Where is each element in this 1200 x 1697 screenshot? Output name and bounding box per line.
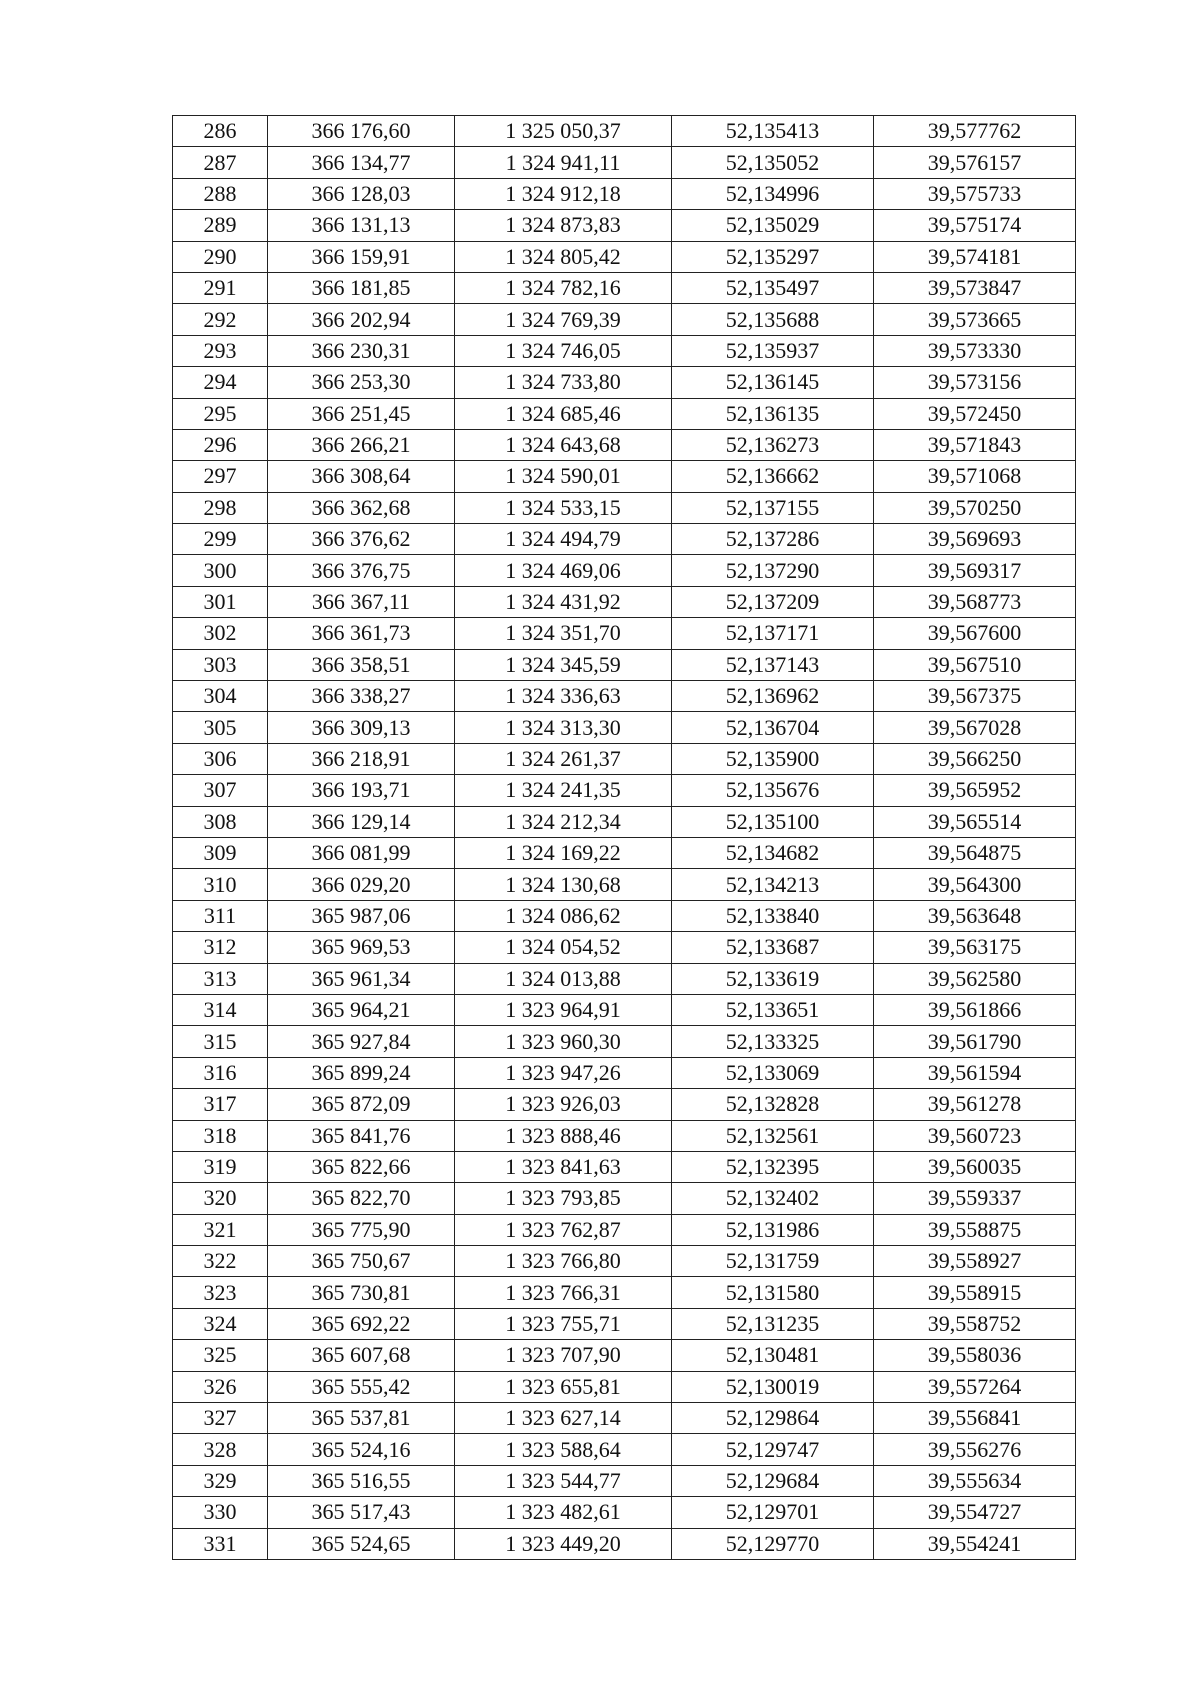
table-row [173,210,1076,241]
latitude-cell: 52,130481 [672,1340,874,1371]
longitude-cell: 39,564875 [874,837,1076,868]
y-coordinate-cell: 1 324 941,11 [455,147,672,178]
latitude-cell: 52,133651 [672,994,874,1025]
table-row [173,1277,1076,1308]
table-row [173,1528,1076,1559]
point-number-cell: 320 [173,1183,268,1214]
y-coordinate-cell: 1 324 013,88 [455,963,672,994]
longitude-cell: 39,561594 [874,1057,1076,1088]
x-coordinate-cell: 366 251,45 [268,398,455,429]
table-row [173,1026,1076,1057]
longitude-cell: 39,556841 [874,1403,1076,1434]
latitude-cell: 52,135676 [672,775,874,806]
x-coordinate-cell: 366 376,75 [268,555,455,586]
table-row [173,649,1076,680]
table-row [173,806,1076,837]
latitude-cell: 52,135497 [672,272,874,303]
table-row [173,1183,1076,1214]
x-coordinate-cell: 366 081,99 [268,837,455,868]
longitude-cell: 39,573847 [874,272,1076,303]
point-number-cell: 303 [173,649,268,680]
table-row [173,712,1076,743]
longitude-cell: 39,563648 [874,900,1076,931]
latitude-cell: 52,129864 [672,1403,874,1434]
point-number-cell: 292 [173,304,268,335]
y-coordinate-cell: 1 323 960,30 [455,1026,672,1057]
longitude-cell: 39,555634 [874,1465,1076,1496]
y-coordinate-cell: 1 323 707,90 [455,1340,672,1371]
table-row [173,147,1076,178]
point-number-cell: 312 [173,932,268,963]
y-coordinate-cell: 1 324 805,42 [455,241,672,272]
x-coordinate-cell: 365 987,06 [268,900,455,931]
y-coordinate-cell: 1 323 655,81 [455,1371,672,1402]
longitude-cell: 39,559337 [874,1183,1076,1214]
latitude-cell: 52,133840 [672,900,874,931]
longitude-cell: 39,560035 [874,1151,1076,1182]
point-number-cell: 291 [173,272,268,303]
point-number-cell: 323 [173,1277,268,1308]
table-row [173,335,1076,366]
point-number-cell: 313 [173,963,268,994]
longitude-cell: 39,556276 [874,1434,1076,1465]
x-coordinate-cell: 365 775,90 [268,1214,455,1245]
latitude-cell: 52,137143 [672,649,874,680]
y-coordinate-cell: 1 323 544,77 [455,1465,672,1496]
point-number-cell: 330 [173,1497,268,1528]
point-number-cell: 307 [173,775,268,806]
latitude-cell: 52,133619 [672,963,874,994]
longitude-cell: 39,576157 [874,147,1076,178]
point-number-cell: 289 [173,210,268,241]
point-number-cell: 315 [173,1026,268,1057]
table-row [173,932,1076,963]
table-row [173,743,1076,774]
point-number-cell: 304 [173,681,268,712]
longitude-cell: 39,567028 [874,712,1076,743]
latitude-cell: 52,129747 [672,1434,874,1465]
longitude-cell: 39,569317 [874,555,1076,586]
table-row [173,1120,1076,1151]
latitude-cell: 52,136962 [672,681,874,712]
table-row [173,681,1076,712]
longitude-cell: 39,554727 [874,1497,1076,1528]
x-coordinate-cell: 366 181,85 [268,272,455,303]
longitude-cell: 39,574181 [874,241,1076,272]
longitude-cell: 39,558915 [874,1277,1076,1308]
longitude-cell: 39,558036 [874,1340,1076,1371]
latitude-cell: 52,133325 [672,1026,874,1057]
table-row [173,1089,1076,1120]
latitude-cell: 52,135413 [672,116,874,147]
y-coordinate-cell: 1 323 755,71 [455,1308,672,1339]
longitude-cell: 39,571068 [874,461,1076,492]
latitude-cell: 52,135900 [672,743,874,774]
table-row [173,367,1076,398]
x-coordinate-cell: 366 128,03 [268,178,455,209]
point-number-cell: 325 [173,1340,268,1371]
point-number-cell: 319 [173,1151,268,1182]
longitude-cell: 39,561866 [874,994,1076,1025]
table-row [173,241,1076,272]
x-coordinate-cell: 366 309,13 [268,712,455,743]
latitude-cell: 52,134996 [672,178,874,209]
x-coordinate-cell: 365 961,34 [268,963,455,994]
point-number-cell: 311 [173,900,268,931]
x-coordinate-cell: 366 358,51 [268,649,455,680]
table-row [173,1403,1076,1434]
y-coordinate-cell: 1 323 762,87 [455,1214,672,1245]
point-number-cell: 287 [173,147,268,178]
x-coordinate-cell: 366 176,60 [268,116,455,147]
y-coordinate-cell: 1 324 469,06 [455,555,672,586]
x-coordinate-cell: 366 376,62 [268,524,455,555]
longitude-cell: 39,564300 [874,869,1076,900]
x-coordinate-cell: 366 362,68 [268,492,455,523]
y-coordinate-cell: 1 324 746,05 [455,335,672,366]
x-coordinate-cell: 366 134,77 [268,147,455,178]
y-coordinate-cell: 1 324 313,30 [455,712,672,743]
longitude-cell: 39,567375 [874,681,1076,712]
x-coordinate-cell: 365 899,24 [268,1057,455,1088]
table-row [173,555,1076,586]
latitude-cell: 52,134213 [672,869,874,900]
latitude-cell: 52,133069 [672,1057,874,1088]
point-number-cell: 301 [173,586,268,617]
latitude-cell: 52,130019 [672,1371,874,1402]
point-number-cell: 318 [173,1120,268,1151]
x-coordinate-cell: 366 308,64 [268,461,455,492]
y-coordinate-cell: 1 324 431,92 [455,586,672,617]
longitude-cell: 39,569693 [874,524,1076,555]
x-coordinate-cell: 365 750,67 [268,1246,455,1277]
point-number-cell: 298 [173,492,268,523]
latitude-cell: 52,135688 [672,304,874,335]
x-coordinate-cell: 366 159,91 [268,241,455,272]
latitude-cell: 52,129770 [672,1528,874,1559]
y-coordinate-cell: 1 323 793,85 [455,1183,672,1214]
longitude-cell: 39,566250 [874,743,1076,774]
latitude-cell: 52,131580 [672,1277,874,1308]
longitude-cell: 39,575733 [874,178,1076,209]
latitude-cell: 52,137209 [672,586,874,617]
latitude-cell: 52,136273 [672,429,874,460]
x-coordinate-cell: 365 537,81 [268,1403,455,1434]
longitude-cell: 39,561790 [874,1026,1076,1057]
latitude-cell: 52,136662 [672,461,874,492]
longitude-cell: 39,567510 [874,649,1076,680]
point-number-cell: 306 [173,743,268,774]
table-row [173,994,1076,1025]
y-coordinate-cell: 1 324 336,63 [455,681,672,712]
longitude-cell: 39,562580 [874,963,1076,994]
point-number-cell: 317 [173,1089,268,1120]
latitude-cell: 52,135029 [672,210,874,241]
y-coordinate-cell: 1 324 241,35 [455,775,672,806]
point-number-cell: 302 [173,618,268,649]
table-row [173,1057,1076,1088]
x-coordinate-cell: 366 361,73 [268,618,455,649]
latitude-cell: 52,137155 [672,492,874,523]
x-coordinate-cell: 365 692,22 [268,1308,455,1339]
longitude-cell: 39,573665 [874,304,1076,335]
latitude-cell: 52,131986 [672,1214,874,1245]
table-row [173,272,1076,303]
point-number-cell: 327 [173,1403,268,1434]
y-coordinate-cell: 1 324 685,46 [455,398,672,429]
point-number-cell: 310 [173,869,268,900]
x-coordinate-cell: 365 555,42 [268,1371,455,1402]
table-row [173,900,1076,931]
y-coordinate-cell: 1 323 766,80 [455,1246,672,1277]
point-number-cell: 316 [173,1057,268,1088]
latitude-cell: 52,136145 [672,367,874,398]
x-coordinate-cell: 365 841,76 [268,1120,455,1151]
x-coordinate-cell: 365 517,43 [268,1497,455,1528]
latitude-cell: 52,129684 [672,1465,874,1496]
x-coordinate-cell: 365 964,21 [268,994,455,1025]
table-row [173,116,1076,147]
longitude-cell: 39,560723 [874,1120,1076,1151]
y-coordinate-cell: 1 324 590,01 [455,461,672,492]
y-coordinate-cell: 1 323 841,63 [455,1151,672,1182]
longitude-cell: 39,557264 [874,1371,1076,1402]
y-coordinate-cell: 1 324 643,68 [455,429,672,460]
point-number-cell: 299 [173,524,268,555]
y-coordinate-cell: 1 323 482,61 [455,1497,672,1528]
y-coordinate-cell: 1 324 733,80 [455,367,672,398]
latitude-cell: 52,132828 [672,1089,874,1120]
table-row [173,775,1076,806]
table-row [173,1151,1076,1182]
x-coordinate-cell: 365 969,53 [268,932,455,963]
longitude-cell: 39,577762 [874,116,1076,147]
x-coordinate-cell: 365 872,09 [268,1089,455,1120]
table-row [173,618,1076,649]
y-coordinate-cell: 1 324 912,18 [455,178,672,209]
y-coordinate-cell: 1 324 494,79 [455,524,672,555]
x-coordinate-cell: 365 927,84 [268,1026,455,1057]
longitude-cell: 39,554241 [874,1528,1076,1559]
longitude-cell: 39,571843 [874,429,1076,460]
x-coordinate-cell: 365 822,70 [268,1183,455,1214]
table-row [173,586,1076,617]
coordinates-table [172,115,1076,1560]
table-row [173,1434,1076,1465]
point-number-cell: 300 [173,555,268,586]
latitude-cell: 52,129701 [672,1497,874,1528]
x-coordinate-cell: 366 266,21 [268,429,455,460]
point-number-cell: 331 [173,1528,268,1559]
latitude-cell: 52,132395 [672,1151,874,1182]
longitude-cell: 39,558752 [874,1308,1076,1339]
latitude-cell: 52,137171 [672,618,874,649]
x-coordinate-cell: 365 524,65 [268,1528,455,1559]
latitude-cell: 52,131759 [672,1246,874,1277]
longitude-cell: 39,558875 [874,1214,1076,1245]
longitude-cell: 39,558927 [874,1246,1076,1277]
y-coordinate-cell: 1 324 351,70 [455,618,672,649]
table-row [173,1308,1076,1339]
latitude-cell: 52,135100 [672,806,874,837]
x-coordinate-cell: 366 230,31 [268,335,455,366]
latitude-cell: 52,133687 [672,932,874,963]
y-coordinate-cell: 1 324 533,15 [455,492,672,523]
y-coordinate-cell: 1 323 766,31 [455,1277,672,1308]
x-coordinate-cell: 366 029,20 [268,869,455,900]
point-number-cell: 321 [173,1214,268,1245]
x-coordinate-cell: 365 516,55 [268,1465,455,1496]
table-row [173,1340,1076,1371]
x-coordinate-cell: 365 730,81 [268,1277,455,1308]
y-coordinate-cell: 1 323 627,14 [455,1403,672,1434]
x-coordinate-cell: 366 253,30 [268,367,455,398]
longitude-cell: 39,561278 [874,1089,1076,1120]
y-coordinate-cell: 1 324 169,22 [455,837,672,868]
latitude-cell: 52,136135 [672,398,874,429]
table-row [173,1497,1076,1528]
longitude-cell: 39,567600 [874,618,1076,649]
x-coordinate-cell: 366 129,14 [268,806,455,837]
table-row [173,304,1076,335]
table-row [173,178,1076,209]
x-coordinate-cell: 366 202,94 [268,304,455,335]
y-coordinate-cell: 1 324 212,34 [455,806,672,837]
y-coordinate-cell: 1 324 130,68 [455,869,672,900]
table-row [173,1246,1076,1277]
latitude-cell: 52,134682 [672,837,874,868]
y-coordinate-cell: 1 324 782,16 [455,272,672,303]
longitude-cell: 39,570250 [874,492,1076,523]
y-coordinate-cell: 1 324 086,62 [455,900,672,931]
y-coordinate-cell: 1 323 926,03 [455,1089,672,1120]
y-coordinate-cell: 1 323 449,20 [455,1528,672,1559]
point-number-cell: 328 [173,1434,268,1465]
point-number-cell: 296 [173,429,268,460]
point-number-cell: 305 [173,712,268,743]
latitude-cell: 52,132561 [672,1120,874,1151]
point-number-cell: 322 [173,1246,268,1277]
point-number-cell: 308 [173,806,268,837]
latitude-cell: 52,137290 [672,555,874,586]
latitude-cell: 52,131235 [672,1308,874,1339]
point-number-cell: 324 [173,1308,268,1339]
point-number-cell: 294 [173,367,268,398]
longitude-cell: 39,572450 [874,398,1076,429]
y-coordinate-cell: 1 323 964,91 [455,994,672,1025]
table-row [173,1371,1076,1402]
x-coordinate-cell: 365 607,68 [268,1340,455,1371]
x-coordinate-cell: 366 338,27 [268,681,455,712]
longitude-cell: 39,565514 [874,806,1076,837]
longitude-cell: 39,573330 [874,335,1076,366]
latitude-cell: 52,135052 [672,147,874,178]
table-row [173,1465,1076,1496]
y-coordinate-cell: 1 324 873,83 [455,210,672,241]
x-coordinate-cell: 365 822,66 [268,1151,455,1182]
y-coordinate-cell: 1 324 769,39 [455,304,672,335]
point-number-cell: 286 [173,116,268,147]
latitude-cell: 52,136704 [672,712,874,743]
table-row [173,837,1076,868]
table-row [173,492,1076,523]
latitude-cell: 52,137286 [672,524,874,555]
latitude-cell: 52,135297 [672,241,874,272]
point-number-cell: 314 [173,994,268,1025]
x-coordinate-cell: 365 524,16 [268,1434,455,1465]
longitude-cell: 39,568773 [874,586,1076,617]
longitude-cell: 39,573156 [874,367,1076,398]
x-coordinate-cell: 366 218,91 [268,743,455,774]
point-number-cell: 329 [173,1465,268,1496]
y-coordinate-cell: 1 324 054,52 [455,932,672,963]
point-number-cell: 293 [173,335,268,366]
table-row [173,963,1076,994]
longitude-cell: 39,565952 [874,775,1076,806]
longitude-cell: 39,563175 [874,932,1076,963]
y-coordinate-cell: 1 323 947,26 [455,1057,672,1088]
latitude-cell: 52,135937 [672,335,874,366]
point-number-cell: 288 [173,178,268,209]
point-number-cell: 297 [173,461,268,492]
table-row [173,461,1076,492]
point-number-cell: 295 [173,398,268,429]
coordinates-table-body [173,116,1076,1560]
y-coordinate-cell: 1 323 588,64 [455,1434,672,1465]
y-coordinate-cell: 1 323 888,46 [455,1120,672,1151]
table-row [173,1214,1076,1245]
x-coordinate-cell: 366 193,71 [268,775,455,806]
y-coordinate-cell: 1 324 345,59 [455,649,672,680]
x-coordinate-cell: 366 131,13 [268,210,455,241]
y-coordinate-cell: 1 324 261,37 [455,743,672,774]
latitude-cell: 52,132402 [672,1183,874,1214]
table-row [173,429,1076,460]
table-row [173,869,1076,900]
point-number-cell: 309 [173,837,268,868]
table-row [173,398,1076,429]
point-number-cell: 326 [173,1371,268,1402]
longitude-cell: 39,575174 [874,210,1076,241]
y-coordinate-cell: 1 325 050,37 [455,116,672,147]
table-row [173,524,1076,555]
x-coordinate-cell: 366 367,11 [268,586,455,617]
point-number-cell: 290 [173,241,268,272]
